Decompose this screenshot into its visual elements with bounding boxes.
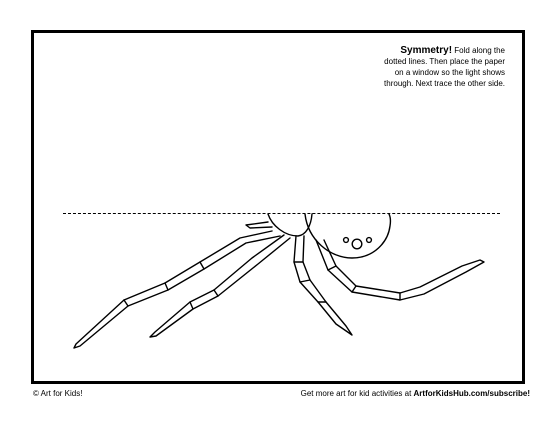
copyright-footer: © Art for Kids!: [33, 389, 83, 398]
subscribe-link[interactable]: ArtforKidsHub.com/subscribe!: [413, 389, 530, 398]
instructions-line-2: dotted lines. Then place the paper: [384, 57, 505, 66]
instructions-line-1: Fold along the: [454, 46, 505, 55]
spider-eye-large: [352, 239, 362, 249]
spider-leg-1: [74, 231, 280, 348]
spider-leg-3: [294, 236, 352, 335]
spider-eye-small-right: [367, 238, 372, 243]
spider-leg-4: [316, 240, 484, 300]
spider-pedipalp: [246, 222, 272, 228]
spider-eye-small-left: [344, 238, 349, 243]
instructions-line-3: on a window so the light shows: [394, 68, 505, 77]
instructions-title: Symmetry!: [400, 45, 453, 56]
promo-text: Get more art for kid activities at: [300, 389, 414, 398]
spider-abdomen: [305, 214, 390, 258]
instructions-line-4: through. Next trace the other side.: [384, 79, 505, 88]
promo-footer: [301, 389, 530, 398]
